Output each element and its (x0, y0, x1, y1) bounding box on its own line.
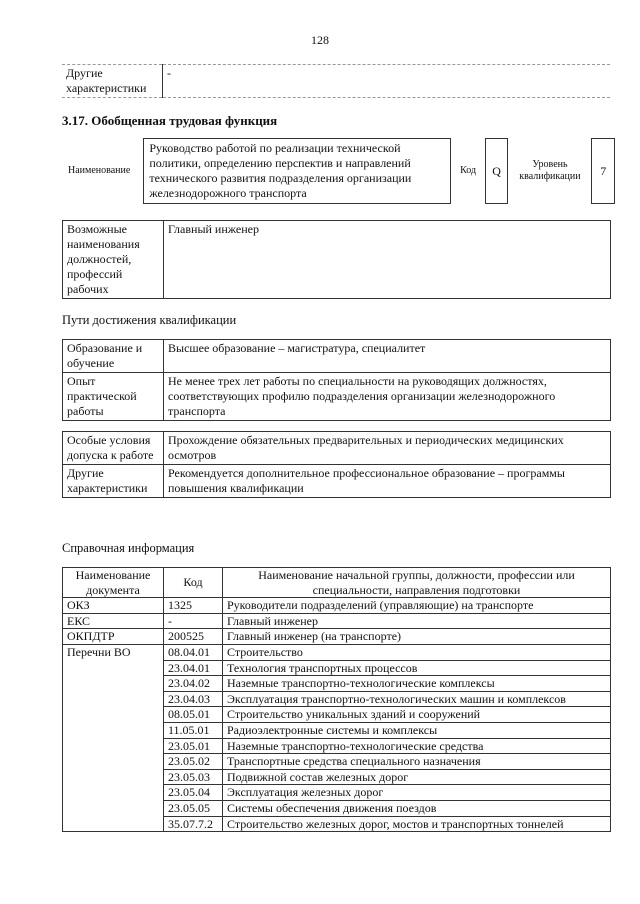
table-row (63, 644, 611, 660)
code-cell: 23.05.01 (164, 738, 223, 754)
table-row (63, 465, 611, 498)
name-cell: Наземные транспортно-технологические средства (223, 738, 611, 754)
name-cell: Наземные транспортно-технологические комплексы (223, 676, 611, 692)
code-cell: 11.05.01 (164, 722, 223, 738)
table-header-row (63, 568, 611, 598)
code-cell: 35.07.7.2 (164, 816, 223, 832)
code-cell: 23.04.02 (164, 676, 223, 692)
section-title: 3.17. Обобщенная трудовая функция (62, 113, 278, 128)
code-cell: - (164, 613, 223, 629)
education-value: Высшее образование – магистратура, специалитет (164, 340, 611, 373)
header-document: Наименование документа (63, 568, 164, 598)
code-cell: 1325 (164, 598, 223, 614)
special-conditions-label: Особые условия допуска к работе (63, 432, 164, 465)
top-characteristics-table (62, 64, 610, 98)
other-characteristics-value: - (163, 65, 611, 98)
doc-cell: ОКЗ (63, 598, 164, 614)
code-cell: 08.04.01 (164, 644, 223, 660)
table-row (63, 598, 611, 614)
function-header-table (62, 138, 615, 204)
table-row (63, 340, 611, 373)
doc-cell: ЕКС (63, 613, 164, 629)
table-row (63, 373, 611, 421)
table-row (63, 629, 611, 645)
code-label: Код (460, 165, 477, 176)
header-name: Наименование начальной группы, должности, профессии или специальности, направления подготовки (223, 568, 611, 598)
name-cell: Системы обеспечения движения поездов (223, 800, 611, 816)
code-cell: 23.04.01 (164, 660, 223, 676)
name-cell: Руководители подразделений (управляющие) на транспорте (223, 598, 611, 614)
function-name-value: Руководство работой по реализации технической политики, определению перспектив и направлений технического развития подразделения организации железнодорожного транспорта (144, 139, 451, 204)
reference-heading: Справочная информация (62, 541, 195, 555)
name-cell: Радиоэлектронные системы и комплексы (223, 722, 611, 738)
table-row (63, 613, 611, 629)
header-code: Код (164, 568, 223, 598)
name-cell: Технология транспортных процессов (223, 660, 611, 676)
job-titles-table (62, 220, 611, 299)
doc-cell: ОКПДТР (63, 629, 164, 645)
special-conditions-value: Прохождение обязательных предварительных и периодических медицинских осмотров (164, 432, 611, 465)
education-label: Образование и обучение (63, 340, 164, 373)
function-name-label: Наименование (68, 165, 131, 176)
code-cell: 23.05.04 (164, 785, 223, 801)
name-cell: Эксплуатация железных дорог (223, 785, 611, 801)
qualification-paths-table (62, 339, 611, 421)
code-cell: 23.05.05 (164, 800, 223, 816)
paths-heading: Пути достижения квалификации (62, 313, 237, 327)
name-cell: Транспортные средства специального назначения (223, 754, 611, 770)
other-characteristics-label: Другие характеристики (63, 465, 164, 498)
name-cell: Главный инженер (на транспорте) (223, 629, 611, 645)
code-cell: 23.05.03 (164, 769, 223, 785)
level-value: 7 (592, 139, 615, 204)
other-characteristics-label: Другие характеристики (62, 65, 163, 98)
page-number: 128 (311, 33, 329, 47)
name-cell: Подвижной состав железных дорог (223, 769, 611, 785)
code-cell: 23.04.03 (164, 691, 223, 707)
name-cell: Эксплуатация транспортно-технологических машин и комплексов (223, 691, 611, 707)
table-row (63, 432, 611, 465)
level-label: Уровень квалификации (519, 159, 581, 182)
job-titles-value: Главный инженер (164, 221, 611, 299)
code-cell: 23.05.02 (164, 754, 223, 770)
name-cell: Строительство уникальных зданий и сооружений (223, 707, 611, 723)
name-cell: Строительство (223, 644, 611, 660)
conditions-table (62, 431, 611, 498)
name-cell: Главный инженер (223, 613, 611, 629)
experience-value: Не менее трех лет работы по специальности на руководящих должностях, соответствующих профилю подразделения организации железнодорожного транспорта (164, 373, 611, 421)
code-value: Q (485, 139, 508, 204)
reference-table (62, 567, 611, 832)
vo-label-cell: Перечни ВО (63, 644, 164, 831)
experience-label: Опыт практической работы (63, 373, 164, 421)
name-cell: Строительство железных дорог, мостов и транспортных тоннелей (223, 816, 611, 832)
job-titles-label: Возможные наименования должностей, профессий рабочих (63, 221, 164, 299)
code-cell: 200525 (164, 629, 223, 645)
other-characteristics-value: Рекомендуется дополнительное профессиональное образование – программы повышения квалификации (164, 465, 611, 498)
code-cell: 08.05.01 (164, 707, 223, 723)
